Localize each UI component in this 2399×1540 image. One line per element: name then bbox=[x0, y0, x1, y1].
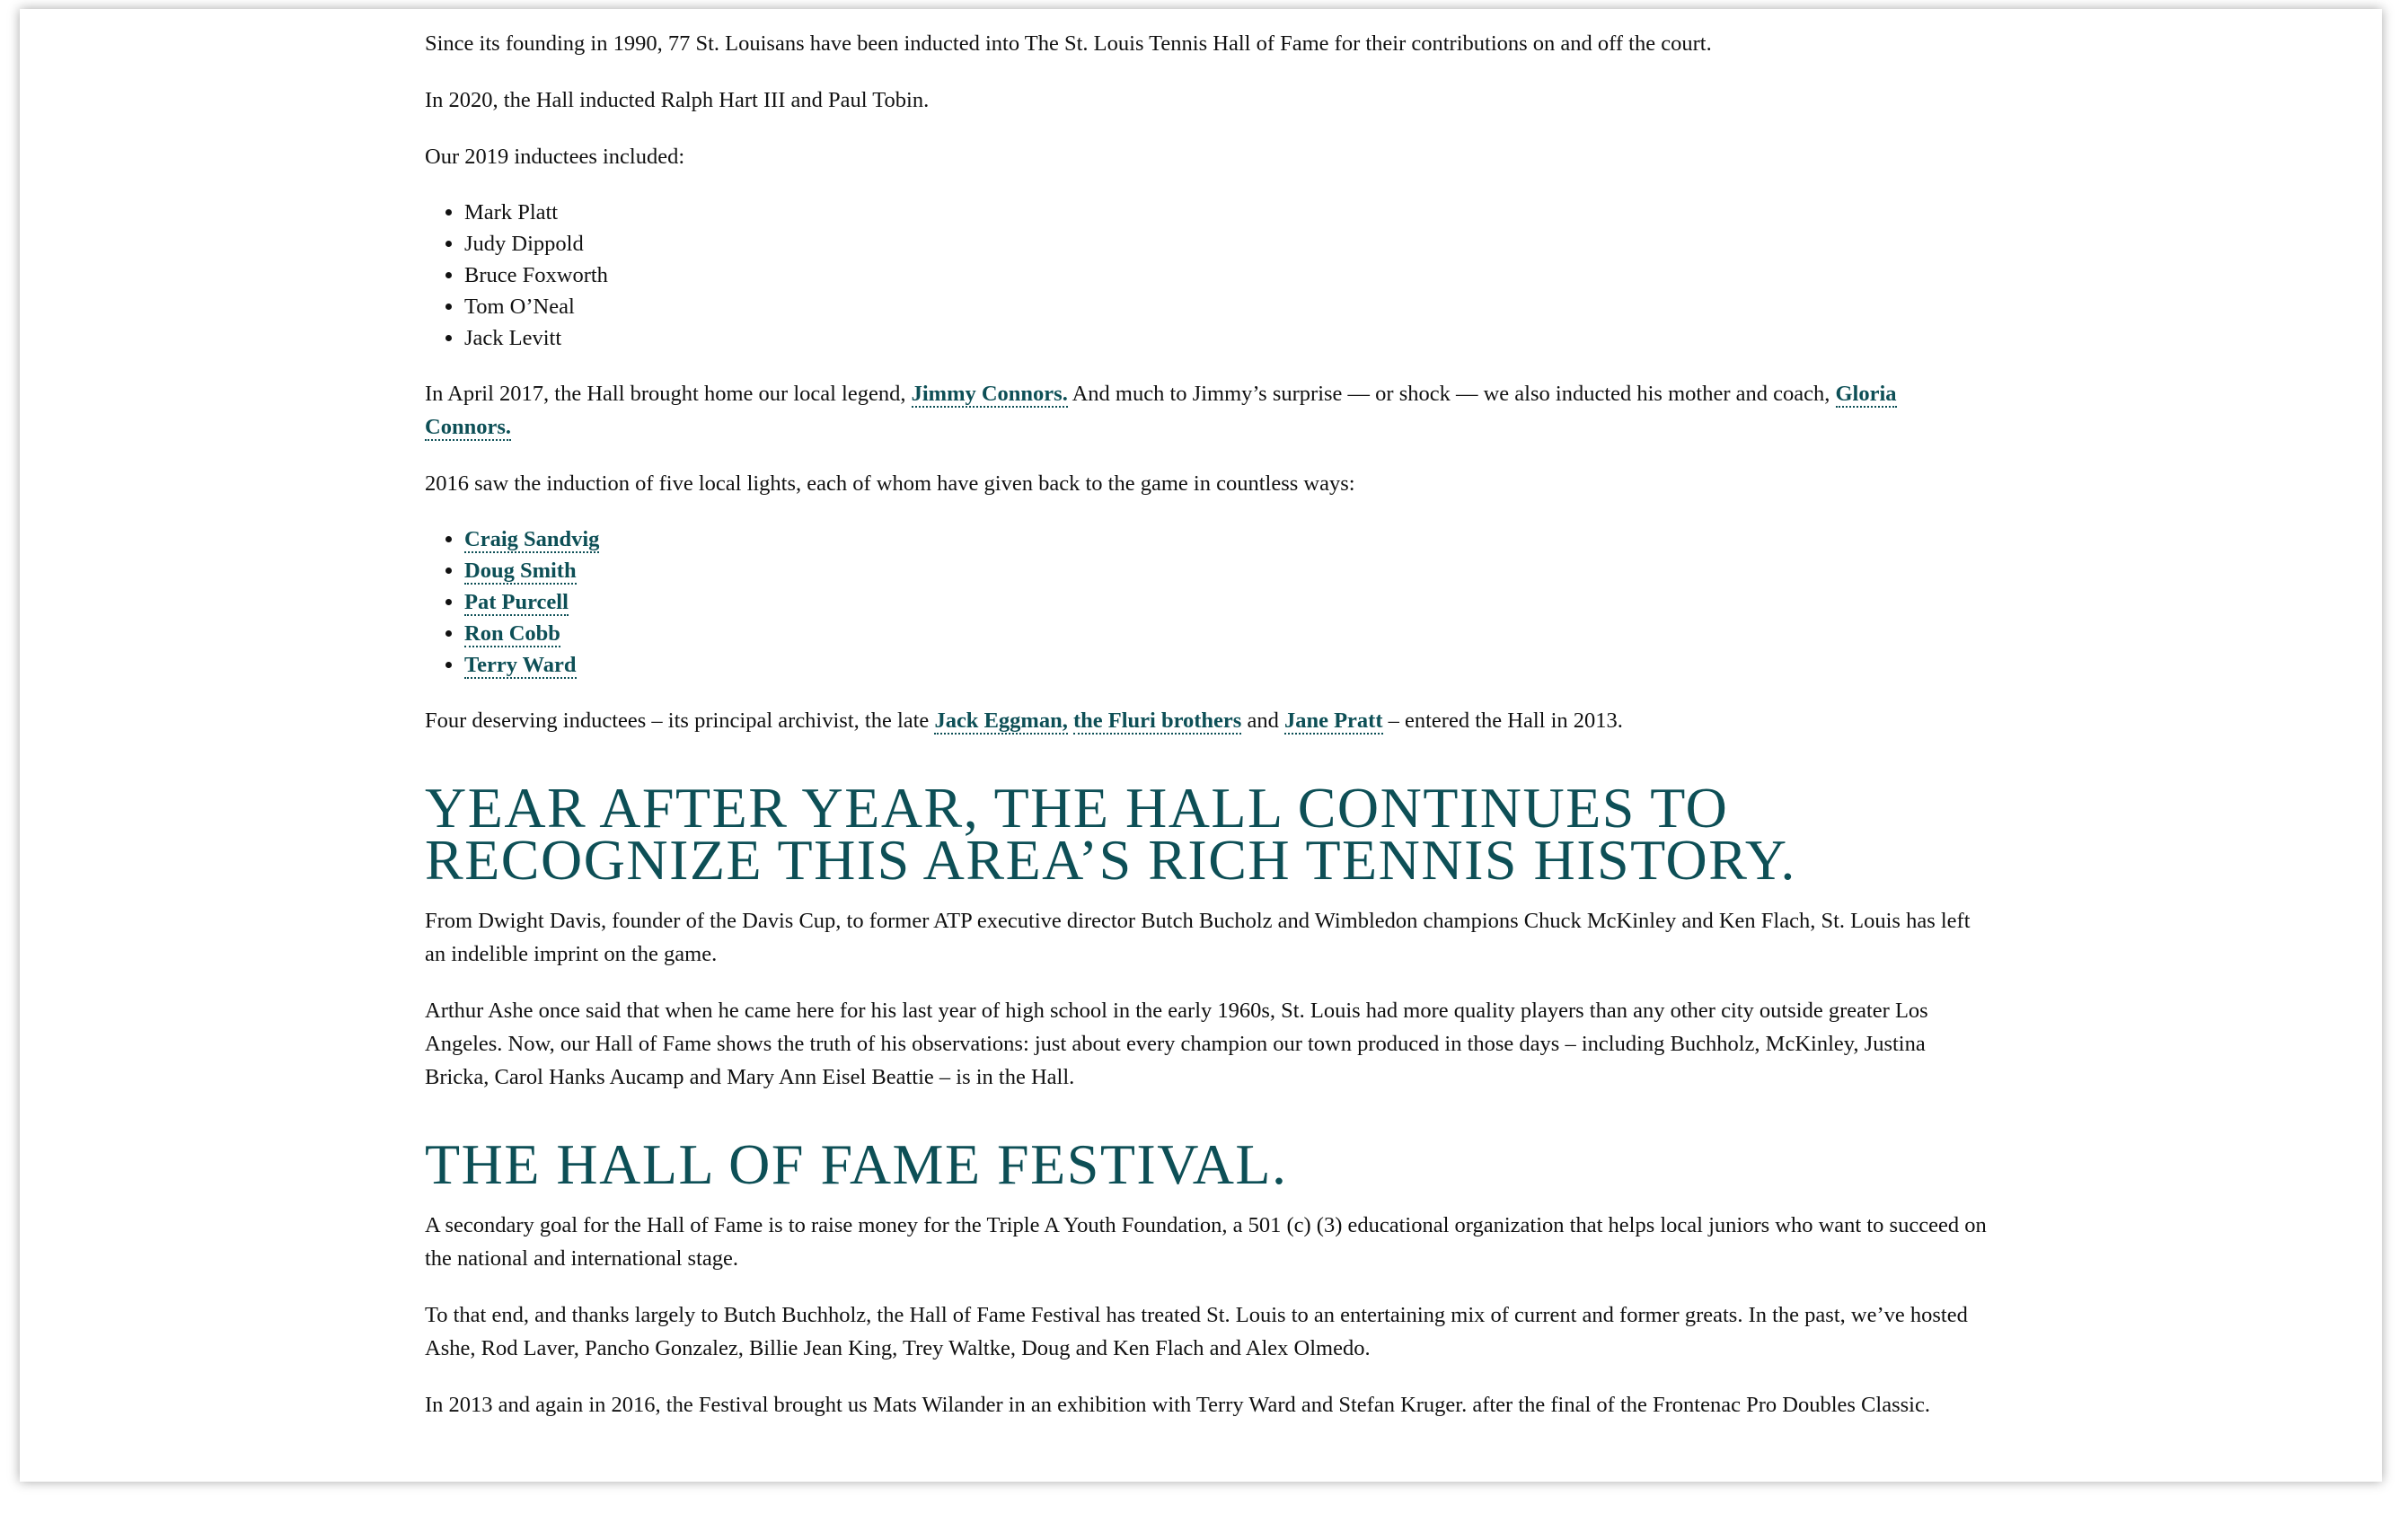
connors-text-middle: And much to Jimmy’s surprise — or shock — we also inducted his mother and coach, bbox=[1067, 382, 1836, 406]
paragraph-history-1: From Dwight Davis, founder of the Davis Cup, to former ATP executive director Butch Bucholz and Wimbledon champions Chuck McKinley and Ken Flach, St. Louis has left an indelible imprint on the game. bbox=[425, 909, 1971, 966]
list-item: • Bruce Foxworth bbox=[464, 260, 1988, 291]
paragraph-2013 bbox=[425, 704, 1988, 737]
intro-paragraph: Since its founding in 1990, 77 St. Louisans have been inducted into The St. Louis Tennis Hall of Fame for their contributions on and off the court. bbox=[425, 31, 1712, 56]
link-jimmy-connors[interactable]: Jimmy Connors. bbox=[911, 382, 1068, 406]
link-craig-sandvig[interactable]: Craig Sandvig bbox=[464, 527, 600, 551]
list-2016-inductees bbox=[425, 524, 1988, 681]
link-jane-pratt[interactable]: Jane Pratt bbox=[1283, 708, 1383, 733]
page-frame bbox=[20, 9, 2382, 1482]
heading-festival: THE HALL OF FAME FESTIVAL. bbox=[425, 1132, 1288, 1196]
list-item bbox=[464, 555, 1988, 586]
list-2019-inductees bbox=[425, 197, 1988, 354]
list-item bbox=[464, 586, 1988, 618]
paragraph-festival-2: To that end, and thanks largely to Butch Buchholz, the Hall of Fame Festival has treated St. Louis to an entertaining mix of current and former greats. In the past, we’ve hosted Ashe, Rod Laver, Pancho Gonzalez, Billie Jean King, Trey Waltke, Doug and Ken Flach and Alex Olmedo. bbox=[425, 1303, 1968, 1360]
paragraph-2020-inductees: In 2020, the Hall inducted Ralph Hart III and Paul Tobin. bbox=[425, 88, 930, 112]
list-item bbox=[464, 618, 1988, 649]
list-item bbox=[464, 649, 1988, 681]
heading-history: YEAR AFTER YEAR, THE HALL CONTINUES TO RECOGNIZE THIS AREA’S RICH TENNIS HISTORY. bbox=[425, 776, 1796, 892]
list-item: • Judy Dippold bbox=[464, 228, 1988, 260]
main-content bbox=[425, 27, 1988, 1445]
paragraph-2019-intro: Our 2019 inductees included: bbox=[425, 145, 685, 169]
paragraph-history-2: Arthur Ashe once said that when he came here for his last year of high school in the early 1960s, St. Louis had more quality players than any other city outside greater Los Angeles. Now, our Hall of Fame shows the truth of his observations: just about every champion our town produced in those days – including Buchholz, McKinley, Justina Bricka, Carol Hanks Aucamp and Mary Ann Eisel Beattie – is in the Hall. bbox=[425, 999, 1928, 1089]
link-jack-eggman[interactable]: Jack Eggman, bbox=[934, 708, 1068, 733]
list-item: • Mark Platt bbox=[464, 197, 1988, 228]
paragraph-festival-3: In 2013 and again in 2016, the Festival brought us Mats Wilander in an exhibition with Terry Ward and Stefan Kruger. after the final of the Frontenac Pro Doubles Classic. bbox=[425, 1393, 1930, 1417]
p2013-text-after: – entered the Hall in 2013. bbox=[1382, 708, 1623, 733]
list-item: • Tom O’Neal bbox=[464, 291, 1988, 322]
list-item: • Jack Levitt bbox=[464, 322, 1988, 354]
link-terry-ward[interactable]: Terry Ward bbox=[464, 653, 577, 677]
link-pat-purcell[interactable]: Pat Purcell bbox=[464, 590, 569, 614]
paragraph-festival-1: A secondary goal for the Hall of Fame is to raise money for the Triple A Youth Foundation, a 501 (c) (3) educational organization that helps local juniors who want to succeed on the national and international stage. bbox=[425, 1213, 1987, 1271]
link-ron-cobb[interactable]: Ron Cobb bbox=[464, 621, 560, 646]
p2013-text-before: Four deserving inductees – its principal archivist, the late bbox=[425, 708, 935, 733]
p2013-text-and: and bbox=[1241, 708, 1284, 733]
connors-text-before: In April 2017, the Hall brought home our local legend, bbox=[425, 382, 912, 406]
paragraph-connors bbox=[425, 377, 1988, 444]
list-item bbox=[464, 524, 1988, 555]
link-gloria-connors[interactable]: Gloria Connors. bbox=[425, 382, 1897, 439]
link-doug-smith[interactable]: Doug Smith bbox=[464, 559, 577, 583]
link-fluri-brothers[interactable]: the Fluri brothers bbox=[1072, 708, 1242, 733]
paragraph-2016-intro: 2016 saw the induction of five local lights, each of whom have given back to the game in countless ways: bbox=[425, 471, 1355, 496]
